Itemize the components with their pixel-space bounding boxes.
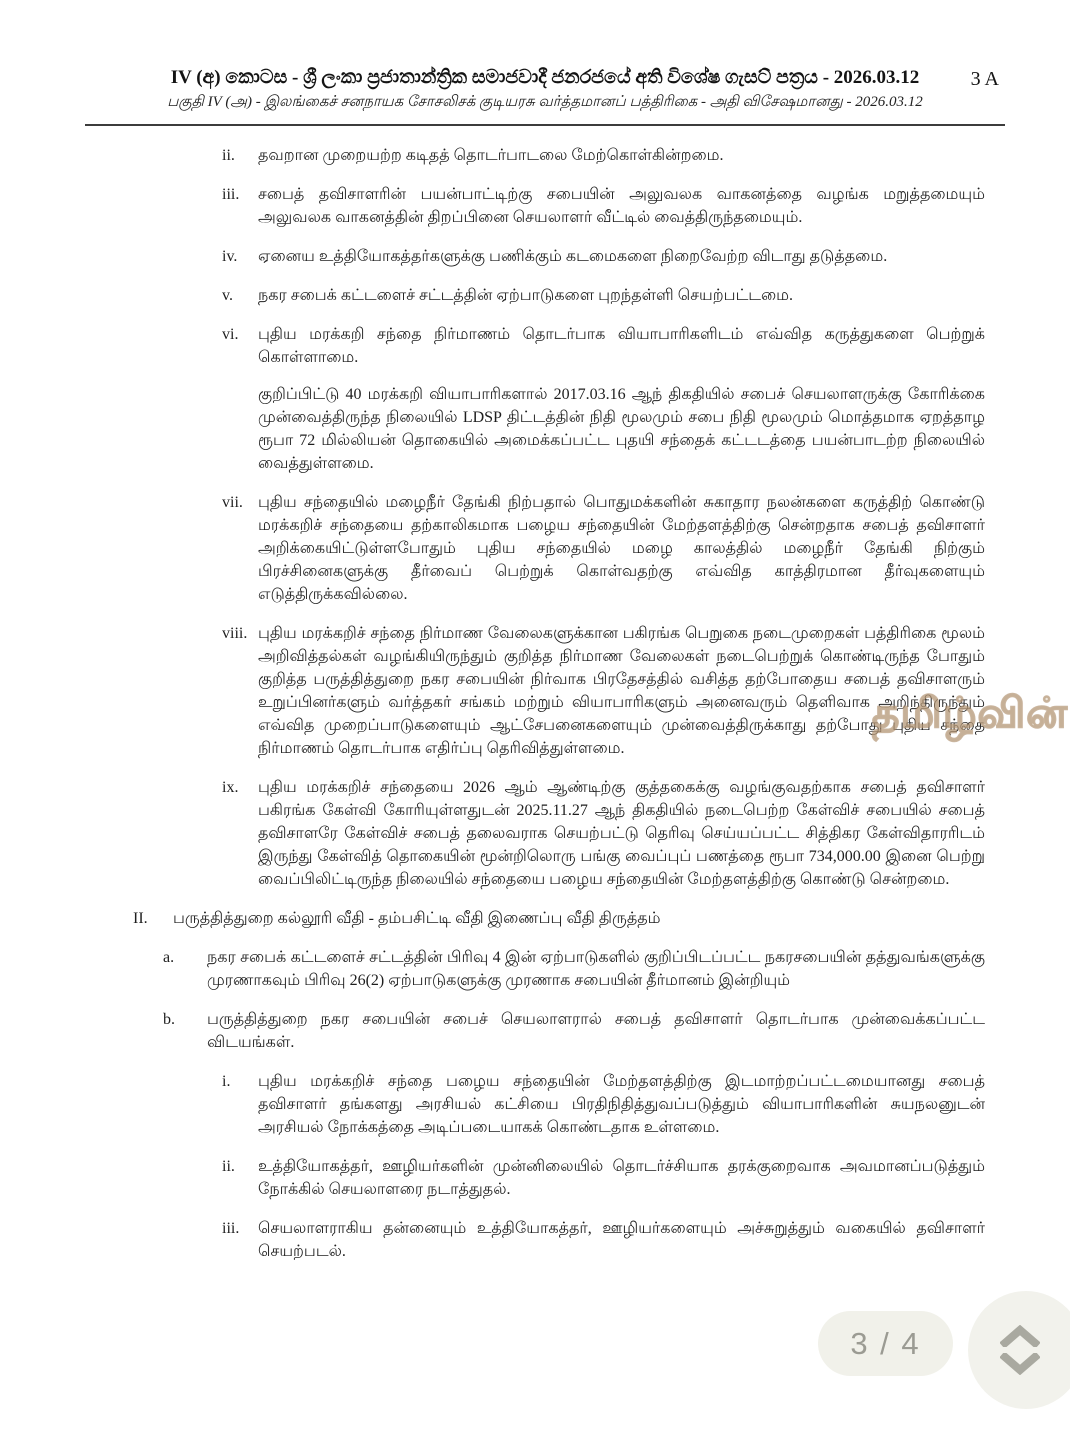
list-item-iv: [0, 245, 1070, 268]
list-item-text: தவறான முறையற்ற கடிதத் தொடர்பாடலை மேற்கொள்கின்றமை.: [258, 147, 724, 164]
page-number-label: 3 A: [970, 68, 999, 90]
list-marker: vii.: [222, 494, 243, 511]
chevron-up-icon[interactable]: [1012, 1325, 1040, 1347]
list-item-text: புதிய மரக்கறிச் சந்தை பழைய சந்தையின் மேற்தளத்திற்கு இடமாற்றப்பட்டமையானது சபைத் தவிசாளர் தங்களது அரசியல் கட்சியை பிரதிநிதித்துவப்படுத்தும் வியாபாரிகளின் சுயநலனுடன் அரசியல் நோக்கத்தை அடிப்படையாகக் கொண்டதாக உள்ளமை.: [258, 1073, 985, 1136]
list-item-vi: [0, 323, 1070, 369]
list-item-text: உத்தியோகத்தர், ஊழியர்களின் முன்னிலையில் தொடர்ச்சியாக தரக்குறைவாக அவமானப்படுத்தும் நோக்கில் செயலாளரை நடாத்துதல்.: [258, 1158, 985, 1198]
list-marker: iii.: [222, 1220, 240, 1237]
scroll-navigation-button[interactable]: [968, 1291, 1070, 1409]
list-marker: v.: [222, 287, 233, 304]
list-item-b-iii: [0, 1217, 1070, 1263]
list-item-text: நகர சபைக் கட்டளைச் சட்டத்தின் ஏற்பாடுகளை புறந்தள்ளி செயற்பட்டமை.: [258, 287, 794, 304]
list-item-b: [0, 1008, 1070, 1054]
gazette-title-tamil: பகுதி IV (அ) - இலங்கைச் சனநாயக சோசலிசக் குடியரசு வர்த்தமானப் பத்திரிகை - அதி விசேஷமானது - 2026.03.12: [167, 94, 923, 110]
list-item-vii: [0, 491, 1070, 606]
list-item-text: ஏனைய உத்தியோகத்தர்களுக்கு பணிக்கும் கடமைகளை நிறைவேற்ற விடாது தடுத்தமை.: [258, 248, 888, 265]
list-item-text: புதிய மரக்கறிச் சந்தையை 2026 ஆம் ஆண்டிற்கு குத்தகைக்கு வழங்குவதற்காக சபைத் தவிசாளர் பகிரங்க கேள்வி கோரியுள்ளதுடன் 2025.11.27 ஆந் திகதியில் நடைபெற்ற கேள்விச் சபையில் சபைத் தவிசாளரே கேள்விச் சபைத் தலைவராக செயற்பட்டு தெரிவு செய்யப்பட்ட சித்திகர கேள்விதாரரிடம் இருந்து கேள்வித் தொகையின் மூன்றிலொரு பங்கு வைப்புப் பணத்தை ரூபா 734,000.00 இனை பெற்று வைப்பிலிட்டிருந்த நிலையில் சந்தையை பழைய சந்தையின் மேற்தளத்திற்கு கொண்டு சென்றமை.: [258, 779, 986, 888]
list-item-text: செயலாளராகிய தன்னையும் உத்தியோகத்தர், ஊழியர்களையும் அச்சுறுத்தும் வகையில் தவிசாளர் செயற்படல்.: [258, 1220, 985, 1260]
gazette-title-sinhala: IV (අ) කොටස - ශ්‍රී ලංකා ප්‍රජාතාන්ත්‍රික සමාජවාදී ජනරජයේ අති විශේෂ ගැසට් පත්‍රය - 2026.03.12: [170, 67, 920, 88]
list-marker: iv.: [222, 248, 238, 265]
list-item-ix: [0, 776, 1070, 891]
list-item-v: [0, 284, 1070, 307]
list-marker: viii.: [222, 625, 248, 642]
list-marker: iii.: [222, 186, 240, 203]
document-body: [0, 144, 1070, 1279]
list-marker: ii.: [222, 1158, 235, 1175]
page-indicator-pill: [818, 1311, 953, 1376]
list-item-text: பருத்தித்துறை நகர சபையின் சபைச் செயலாளரால் சபைத் தவிசாளர் தொடர்பாக முன்வைக்கப்பட்ட விடயங்கள்.: [207, 1011, 985, 1051]
list-item-text: நகர சபைக் கட்டளைச் சட்டத்தின் பிரிவு 4 இன் ஏற்பாடுகளில் குறிப்பிடப்பட்ட நகரசபையின் தத்துவங்களுக்கு முரணாகவும் பிரிவு 26(2) ஏற்பாடுகளுக்கு முரணாக சபையின் தீர்மானம் இன்றியும்: [207, 949, 985, 989]
list-marker: b.: [163, 1011, 175, 1028]
section-2-heading: [0, 907, 1070, 930]
list-marker: ix.: [222, 779, 239, 796]
list-item-ii: [0, 144, 1070, 167]
list-item-b-ii: [0, 1155, 1070, 1201]
list-marker: a.: [163, 949, 175, 966]
site-watermark: தமிழ்வின்: [872, 691, 1069, 737]
list-marker: ii.: [222, 147, 235, 164]
list-item-a: [0, 946, 1070, 992]
list-marker: vi.: [222, 326, 239, 343]
list-item-iii: [0, 183, 1070, 229]
chevron-down-icon[interactable]: [1012, 1353, 1040, 1375]
list-item-b-i: [0, 1070, 1070, 1139]
list-item-text: புதிய மரக்கறிச் சந்தை நிர்மாண வேலைகளுக்கான பகிரங்க பெறுகை நடைமுறைகள் பத்திரிகை மூலம் அறிவித்தல்கள் வழங்கியிருந்தும் குறித்த நிர்மாண வேலைகள் நடைபெற்றுக் கொண்டிருந்த போதும் குறித்த பருத்தித்துறை நகர சபையின் நிர்வாக பிரதேசத்தில் வசித்த தற்போதைய சபைத் தவிசாளரும் உறுப்பினர்களும் வர்த்தகர் சங்கம் மற்றும் வியாபாரிகளும் அனைவரும் தெளிவாக அறிந்திருந்தும் எவ்வித முறைப்பாடுகளையும் ஆட்சேபனைகளையும் முன்வைத்திருக்காது தற்போது புதிய சந்தை நிர்மாணம் தொடர்பாக எதிர்ப்பு தெரிவித்துள்ளமை.: [258, 625, 985, 757]
page-indicator-text: 3 / 4: [850, 1325, 921, 1361]
header-divider: [85, 124, 1005, 126]
list-item-vi-detail: குறிப்பிட்டு 40 மரக்கறி வியாபாரிகளால் 2017.03.16 ஆந் திகதியில் சபைச் செயலாளருக்கு கோரிக்கை முன்வைத்திருந்த நிலையில் LDSP திட்டத்தின் நிதி மூலமும் சபை நிதி மூலமும் மொத்தமாக ஏறத்தாழ ரூபா 72 மில்லியன் தொகையில் அமைக்கப்பட்ட புதயி சந்தைக் கட்டடத்தை பயன்பாடற்ற நிலையில் வைத்துள்ளமை.: [258, 386, 986, 472]
list-item-text: புதிய சந்தையில் மழைநீர் தேங்கி நிற்பதால் பொதுமக்களின் சுகாதார நலன்களை கருத்திற் கொண்டு மரக்கறிச் சந்தையை தற்காலிகமாக பழைய சந்தையின் மேற்தளத்திற்கு சென்றதாக சபைத் தவிசாளர் அறிக்கையிட்டுள்ளபோதும் புதிய சந்தையில் மழை காலத்தில் மழைநீர் தேங்கி நிற்கும் பிரச்சினைகளுக்கு தீர்வைப் பெற்றுக் கொள்வதற்கு எவ்வித காத்திரமான தீர்வுகளையும் எடுத்திருக்கவில்லை.: [258, 494, 985, 603]
list-marker: i.: [222, 1073, 231, 1090]
list-item-text: புதிய மரக்கறி சந்தை நிர்மாணம் தொடர்பாக வியாபாரிகளிடம் எவ்வித கருத்துகளை பெற்றுக் கொள்ளாமை.: [258, 326, 985, 366]
list-item-text: சபைத் தவிசாளரின் பயன்பாட்டிற்கு சபையின் அலுவலக வாகனத்தை வழங்க மறுத்தமையும் அலுவலக வாகனத்தின் திறப்பினை செயலாளர் வீட்டில் வைத்திருந்தமையும்.: [258, 186, 985, 226]
gazette-header: [85, 66, 1005, 112]
section-title: பருத்தித்துறை கல்லூரி வீதி - தம்பசிட்டி வீதி இணைப்பு வீதி திருத்தம்: [173, 910, 661, 927]
list-item-viii: [0, 622, 1070, 760]
section-marker: II.: [133, 910, 148, 927]
